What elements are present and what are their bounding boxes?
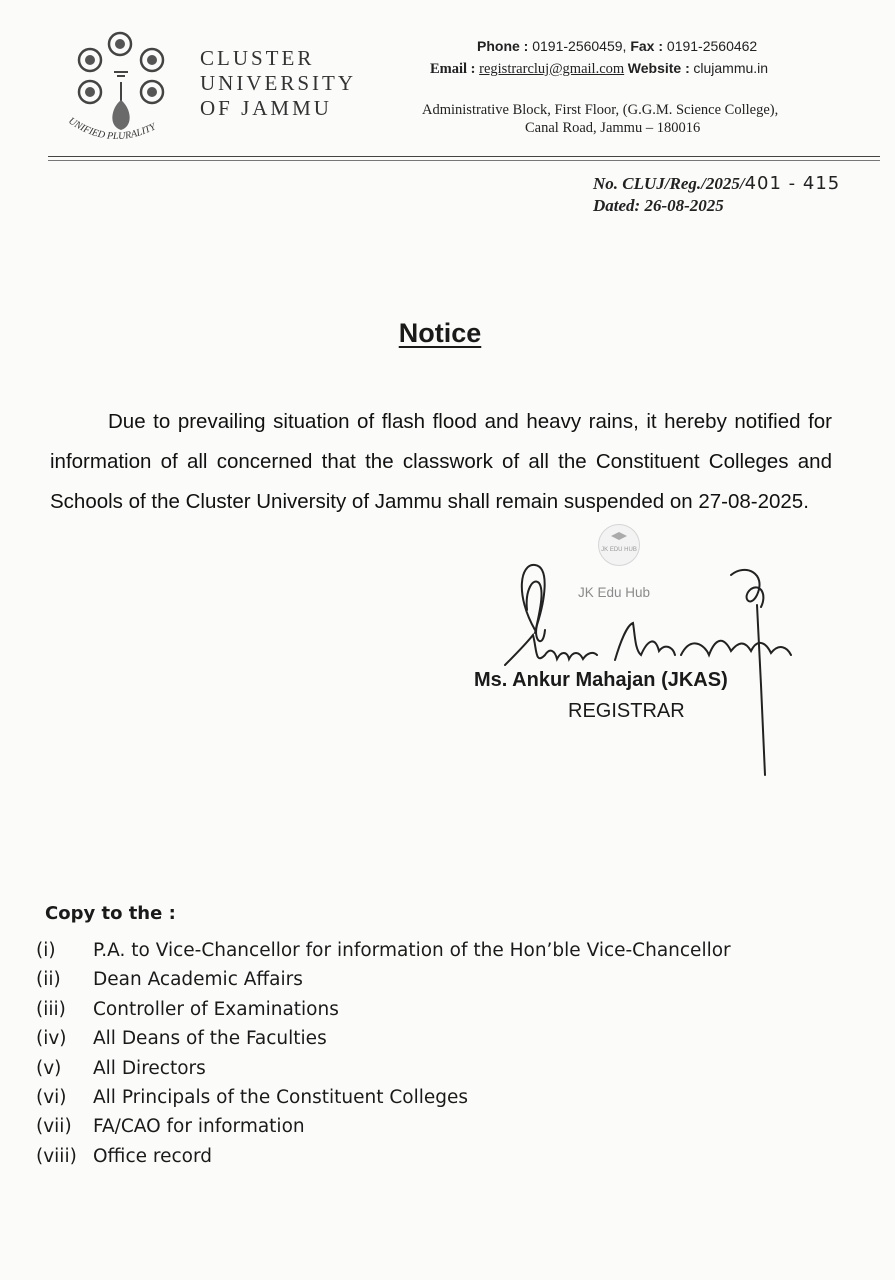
list-item-text: Office record: [93, 1145, 212, 1167]
list-item-text: All Principals of the Constituent Colleges: [93, 1086, 468, 1108]
list-item-number: (iv): [36, 1028, 67, 1050]
watermark-badge-text: JK EDU HUB: [601, 547, 637, 553]
signatory-name: Ms. Ankur Mahajan (JKAS): [474, 669, 728, 691]
list-item-number: (ii): [36, 969, 61, 991]
website-url: clujammu.in: [693, 60, 769, 76]
reference-number-printed: No. CLUJ/Reg./2025/: [593, 174, 745, 193]
list-item-text: FA/CAO for information: [93, 1116, 305, 1138]
header-divider-thin: [48, 160, 880, 161]
list-item-number: (viii): [36, 1145, 77, 1167]
fax-label: Fax :: [630, 38, 664, 54]
copy-to-heading: Copy to the :: [45, 903, 176, 924]
reference-date: Dated: 26-08-2025: [593, 196, 724, 215]
email-address: registrarcluj@gmail.com: [479, 61, 625, 77]
phone-fax-line: [477, 38, 757, 54]
notice-title-text: Notice: [398, 318, 482, 348]
university-name-line: UNIVERSITY: [200, 71, 356, 95]
university-logo: [62, 30, 192, 150]
list-item-text: Dean Academic Affairs: [93, 969, 303, 991]
address-line-1: Administrative Block, First Floor, (G.G.M. Science College),: [422, 102, 779, 118]
fax-number: 0191-2560462: [666, 38, 758, 54]
list-item-text: P.A. to Vice-Chancellor for information of the Hon’ble Vice-Chancellor: [93, 940, 731, 961]
list-item-text: All Directors: [93, 1057, 206, 1079]
reference-number-handwritten: 401 - 415: [744, 173, 841, 194]
address-line-2: Canal Road, Jammu – 180016: [525, 120, 701, 136]
reference-block: [593, 173, 840, 217]
notice-body-paragraph: Due to prevailing situation of flash flood and heavy rains, it hereby notified for information of all concerned that the classwork of all the Constituent Colleges and Schools of the Cluster University of Jammu shall remain suspended on 27-08-2025.: [50, 410, 832, 513]
university-name-line: OF JAMMU: [200, 96, 332, 120]
notice-body: [50, 402, 832, 522]
watermark-label: JK Edu Hub: [578, 585, 651, 600]
list-item-number: (v): [36, 1057, 62, 1079]
header-divider: [48, 156, 880, 157]
list-item-text: All Deans of the Faculties: [93, 1028, 327, 1050]
list-item-number: (vi): [36, 1086, 67, 1108]
phone-number: 0191-2560459,: [532, 38, 627, 54]
list-item-number: (i): [36, 940, 56, 961]
logo-motto: UNIFIED PLURALITY: [66, 115, 158, 143]
email-website-line: [430, 60, 768, 78]
university-name: [200, 46, 356, 121]
list-item-text: Controller of Examinations: [93, 998, 339, 1020]
notice-title: [0, 318, 880, 349]
university-name-line: CLUSTER: [200, 46, 315, 70]
email-label: Email :: [430, 61, 476, 77]
reference-number: [593, 173, 840, 195]
list-item-number: (vii): [36, 1116, 72, 1138]
signatory-designation: REGISTRAR: [568, 700, 685, 722]
list-item-number: (iii): [36, 998, 66, 1020]
website-label: Website :: [627, 60, 690, 76]
phone-label: Phone :: [477, 38, 529, 54]
